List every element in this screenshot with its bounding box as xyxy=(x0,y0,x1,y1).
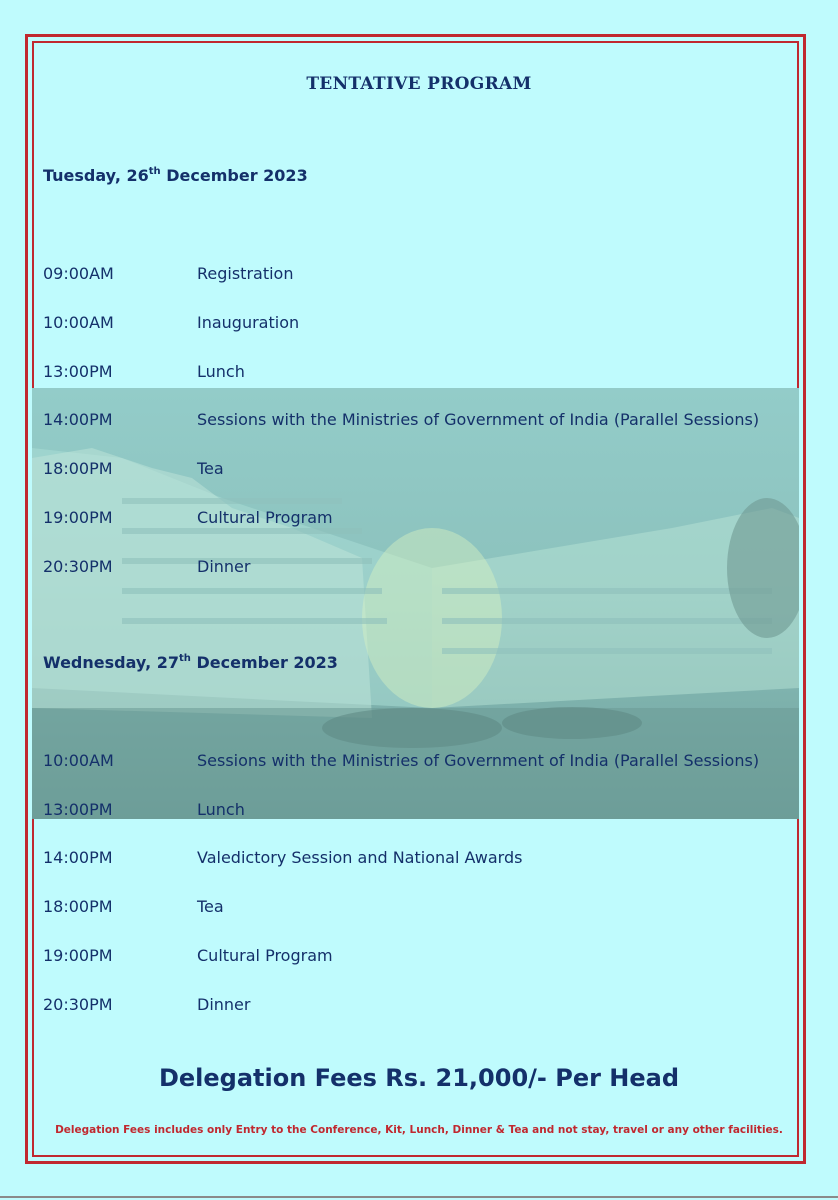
schedule-event: Registration xyxy=(197,264,294,283)
schedule-row xyxy=(0,264,838,288)
schedule-event: Dinner xyxy=(197,995,251,1014)
schedule-time: 18:00PM xyxy=(43,897,113,916)
schedule-event: Tea xyxy=(197,897,224,916)
schedule-time: 13:00PM xyxy=(43,362,113,381)
schedule-time: 14:00PM xyxy=(43,848,113,867)
schedule-time: 18:00PM xyxy=(43,459,113,478)
schedule-time: 14:00PM xyxy=(43,410,113,429)
schedule-event: Sessions with the Ministries of Government of India (Parallel Sessions) xyxy=(197,410,760,429)
schedule-row xyxy=(0,313,838,337)
schedule-row xyxy=(0,410,838,434)
page-title: TENTATIVE PROGRAM xyxy=(306,74,532,94)
fees-disclaimer: Delegation Fees includes only Entry to the Conference, Kit, Lunch, Dinner & Tea and not stay, travel or any other facilities. xyxy=(55,1124,783,1136)
schedule-row xyxy=(0,362,838,386)
day2-heading xyxy=(43,653,338,672)
day1-heading-prefix: Tuesday, 26 xyxy=(43,166,149,185)
day1-heading xyxy=(43,166,308,185)
schedule-time: 19:00PM xyxy=(43,508,113,527)
schedule-event: Sessions with the Ministries of Government of India (Parallel Sessions) xyxy=(197,751,760,770)
schedule-time: 19:00PM xyxy=(43,946,113,965)
schedule-row xyxy=(0,508,838,532)
schedule-row xyxy=(0,800,838,824)
schedule-row xyxy=(0,848,838,872)
schedule-event: Inauguration xyxy=(197,313,300,332)
schedule-time: 13:00PM xyxy=(43,800,113,819)
schedule-time: 10:00AM xyxy=(43,313,114,332)
schedule-event: Dinner xyxy=(197,557,251,576)
schedule-event: Cultural Program xyxy=(197,946,333,965)
day2-heading-rest: December 2023 xyxy=(190,653,338,672)
schedule-event: Valedictory Session and National Awards xyxy=(197,848,523,867)
day1-heading-rest: December 2023 xyxy=(160,166,308,185)
schedule-row xyxy=(0,751,838,775)
schedule-time: 20:30PM xyxy=(43,995,113,1014)
schedule-time: 10:00AM xyxy=(43,751,114,770)
schedule-row xyxy=(0,897,838,921)
schedule-event: Lunch xyxy=(197,362,245,381)
schedule-row xyxy=(0,946,838,970)
schedule-time: 20:30PM xyxy=(43,557,113,576)
day2-heading-prefix: Wednesday, 27 xyxy=(43,653,180,672)
schedule-row xyxy=(0,995,838,1019)
schedule-event: Lunch xyxy=(197,800,245,819)
bottom-rule xyxy=(0,1196,838,1198)
schedule-event: Tea xyxy=(197,459,224,478)
delegation-fees-headline: Delegation Fees Rs. 21,000/- Per Head xyxy=(158,1064,680,1092)
schedule-time: 09:00AM xyxy=(43,264,114,283)
day2-heading-suffix: th xyxy=(179,653,191,664)
schedule-event: Cultural Program xyxy=(197,508,333,527)
day1-heading-suffix: th xyxy=(148,166,161,177)
schedule-row xyxy=(0,557,838,581)
schedule-row xyxy=(0,459,838,483)
